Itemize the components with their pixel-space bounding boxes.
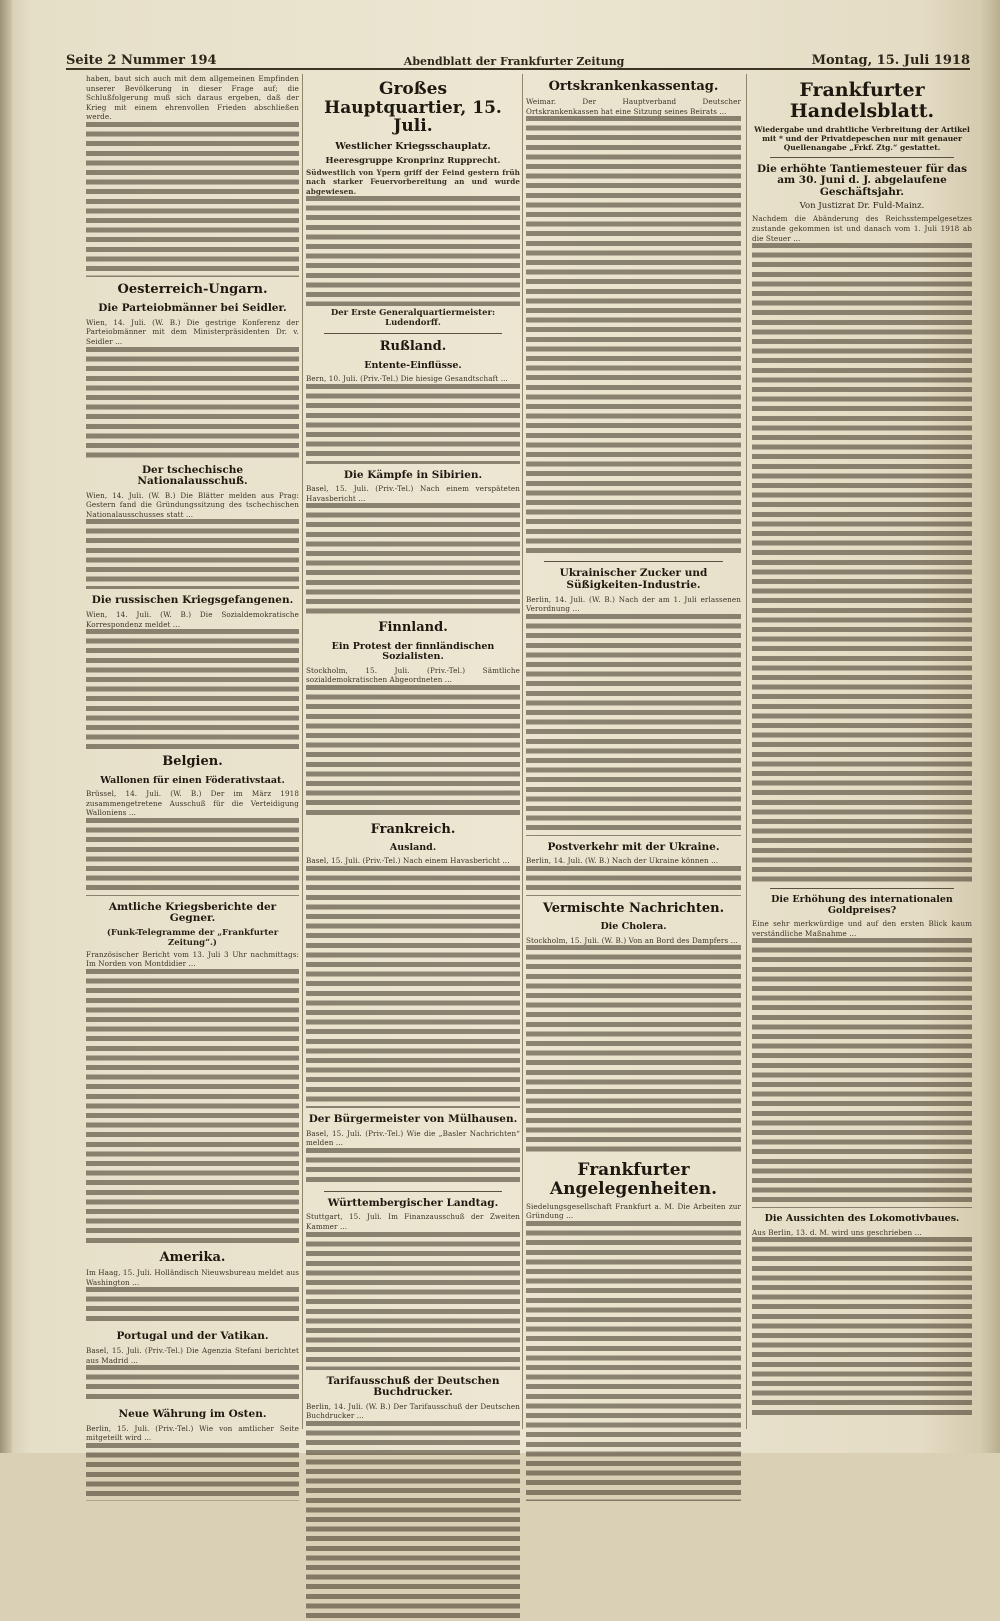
article-lead: Siedelungsgesellschaft Frankfurt a. M. Die Arbeiten zur Gründung ... [526, 1201, 741, 1221]
article-title: Die erhöhte Tantiemesteuer für das am 30. Juni d. J. abgelaufene Geschäftsjahr. [757, 162, 967, 198]
article-lead: Basel, 15. Juli. (Priv.-Tel.) Wie die „Basler Nachrichten“ melden ... [306, 1128, 520, 1148]
article-body [306, 503, 520, 615]
article-text: haben, baut sich auch mit dem allgemeinen Empfinden unserer Bevölkerung in dieser Frage auf; die Schlußfolgerung muß sich daraus ergeben, daß der Krieg mit einem ehrenvollen Frieden abschließen werde. [86, 74, 299, 122]
article-body [526, 116, 741, 556]
paper-title: Abendblatt der Frankfurter Zeitung [403, 55, 625, 68]
section-title: Amtliche Kriegsberichte der Gegner. [108, 900, 277, 925]
column-4 [752, 74, 972, 1429]
column-rule [302, 74, 303, 1429]
article-lead: Bern, 10. Juli. (Priv.-Tel.) Die hiesige Gesandtschaft ... [306, 374, 508, 384]
column-rule [522, 74, 523, 1429]
article-body [86, 122, 299, 277]
signature-line: Der Erste Generalquartiermeister: Ludendorff. [330, 308, 496, 329]
issue-date: Montag, 15. Juli 1918 [811, 53, 970, 68]
section-title: Postverkehr mit der Ukraine. [547, 840, 720, 853]
section-headline: Frankfurter Handelsblatt. [789, 79, 935, 122]
article-lead: Berlin, 15. Juli. (Priv.-Tel.) Wie von amtlicher Seite mitgeteilt wird ... [86, 1423, 299, 1443]
article-body [86, 629, 299, 749]
article-lead: Französischer Bericht vom 13. Juli 3 Uhr nachmittags: Im Norden von Montdidier ... [86, 949, 299, 969]
article-body [86, 519, 299, 589]
article-lead: Wien, 14. Juli. (W. B.) Die gestrige Konferenz der Parteiobmänner mit dem Ministerpräsidenten Dr. v. Seidler ... [86, 317, 299, 346]
article-body [306, 866, 520, 1108]
divider [544, 561, 723, 562]
article-body [752, 243, 972, 883]
running-head [66, 46, 970, 68]
section-title: Portugal und der Vatikan. [116, 1330, 269, 1343]
section-title: Frankreich. [370, 821, 456, 837]
headline: Großes Hauptquartier, 15. Juli. [324, 79, 502, 137]
section-title: Der tschechische Nationalausschuß. [137, 463, 248, 488]
section-title: Frankfurter Angelegenheiten. [549, 1160, 718, 1199]
article-body [86, 1365, 299, 1403]
section-subtitle: Wallonen für einen Föderativstaat. [100, 774, 285, 786]
article-lead: Im Haag, 15. Juli. Holländisch Nieuwsbureau meldet aus Washington ... [86, 1268, 299, 1287]
section-subtitle: Die Cholera. [600, 921, 667, 933]
article-body [306, 1148, 520, 1186]
section-title: Württembergischer Landtag. [327, 1196, 499, 1209]
article-body [86, 1443, 299, 1501]
article-lead: Brüssel, 14. Juli. (W. B.) Der im März 1918 zusammengetretene Ausschuß für die Verteidigung Walloniens ... [86, 788, 299, 818]
section-title: Die Kämpfe in Sibirien. [343, 468, 483, 481]
section-title: Der Bürgermeister von Mülhausen. [308, 1113, 518, 1126]
article-lead: Basel, 15. Juli. (Priv.-Tel.) Die Agenzia Stefani berichtet aus Madrid ... [86, 1346, 299, 1365]
section-title: Finnland. [378, 620, 448, 636]
section-subtitle: Heeresgruppe Kronprinz Rupprecht. [325, 155, 501, 166]
article-lead: Berlin, 14. Juli. (W. B.) Nach der Ukraine können ... [526, 856, 719, 866]
page-edge [978, 0, 1000, 1453]
article-lead: Basel, 15. Juli. (Priv.-Tel.) Nach einem verspäteten Havasbericht ... [306, 484, 520, 503]
page-number: Seite 2 Nummer 194 [66, 53, 217, 68]
section-title: Tarifausschuß der Deutschen Buchdrucker. [326, 1374, 500, 1399]
byline: Von Justizrat Dr. Fuld-Mainz. [799, 201, 925, 212]
section-subtitle: Ein Protest der finnländischen Sozialisten. [331, 640, 495, 663]
section-title: Ortskrankenkassentag. [548, 79, 719, 94]
article-body [86, 1287, 299, 1325]
section-title: Belgien. [162, 754, 223, 770]
article-lead: Wien, 14. Juli. (W. B.) Die Sozialdemokratische Korrespondenz meldet ... [86, 610, 299, 629]
article-body [526, 614, 741, 836]
column-3 [526, 74, 741, 1429]
article-body [306, 1232, 520, 1370]
divider [324, 1191, 502, 1192]
article-body [752, 1237, 972, 1417]
article-lead: Nachdem die Abänderung des Reichsstempelgesetzes zustande gekommen ist und danach vom 1. Juli 1918 ab die Steuer ... [752, 214, 972, 243]
article-lead: Berlin, 14. Juli. (W. B.) Der Tarifausschuß der Deutschen Buchdrucker ... [306, 1401, 520, 1421]
divider [770, 888, 954, 889]
article-body [86, 969, 299, 1245]
section-title: Neue Währung im Osten. [118, 1408, 267, 1421]
binding-spine [0, 0, 12, 1453]
article-body [306, 685, 520, 817]
section-title: Oesterreich-Ungarn. [117, 281, 268, 297]
section-subtitle: Ausland. [389, 842, 437, 853]
section-subtitle: (Funk-Telegramme der „Frankfurter Zeitung“.) [106, 927, 279, 948]
article-body [86, 347, 299, 459]
article-body [306, 1421, 520, 1621]
section-title: Vermischte Nachrichten. [542, 900, 725, 916]
section-title: Ukrainischer Zucker und Süßigkeiten-Industrie. [559, 567, 708, 592]
section-title: Die russischen Kriegsgefangenen. [91, 594, 294, 607]
column-2 [306, 74, 520, 1429]
section-title: Amerika. [159, 1250, 226, 1265]
section-subtitle: Die Parteiobmänner bei Seidler. [98, 302, 287, 315]
article-body [752, 938, 972, 1208]
section-title: Die Erhöhung des internationalen Goldpreises? [771, 894, 953, 916]
article-lead: Stockholm, 15. Juli. (Priv.-Tel.) Sämtliche sozialdemokratischen Abgeordneten ... [306, 665, 520, 685]
article-lead: Weimar. Der Hauptverband Deutscher Ortskrankenkassen hat eine Sitzung seines Beirats ... [526, 97, 741, 116]
article-lead: Eine sehr merkwürdige und auf den ersten Blick kaum verständliche Maßnahme ... [752, 919, 972, 938]
article-body [306, 196, 520, 306]
column-rule [746, 74, 747, 1429]
article-lead: Stockholm, 15. Juli. (W. B.) Von an Bord des Dampfers ... [526, 935, 738, 945]
section-title: Die Aussichten des Lokomotivbaues. [764, 1213, 960, 1225]
section-subtitle: Entente-Einflüsse. [364, 359, 462, 371]
article-lead: Wien, 14. Juli. (W. B.) Die Blätter melden aus Prag: Gestern fand die Gründungssitzung des tschechischen Nationalausschusses statt ... [86, 490, 299, 519]
article-lead: Basel, 15. Juli. (Priv.-Tel.) Nach einem Havasbericht ... [306, 856, 510, 866]
header-rule [66, 68, 970, 70]
article-body [526, 945, 741, 1155]
divider [770, 157, 954, 158]
reprint-note: Wiedergabe und drahtliche Verbreitung der Artikel mit * und der Privatdepeschen nur mit genauer Quellenangabe „Frkf. Ztg.“ gestattet. [754, 124, 970, 152]
article-body [526, 866, 741, 896]
section-subtitle: Westlicher Kriegsschauplatz. [335, 141, 491, 153]
article-body [86, 818, 299, 896]
article-lead: Aus Berlin, 13. d. M. wird uns geschrieben ... [752, 1227, 922, 1237]
article-body [526, 1221, 741, 1501]
article-body [306, 384, 520, 464]
article-lead: Südwestlich von Ypern griff der Feind gestern früh nach starker Feuervorbereitung an und wurde abgewiesen. [306, 167, 520, 196]
divider [324, 333, 502, 334]
section-title: Rußland. [379, 339, 447, 355]
article-lead: Berlin, 14. Juli. (W. B.) Nach der am 1. Juli erlassenen Verordnung ... [526, 594, 741, 614]
column-1 [86, 74, 299, 1443]
article-lead: Stuttgart, 15. Juli. Im Finanzausschuß der Zweiten Kammer ... [306, 1212, 520, 1231]
